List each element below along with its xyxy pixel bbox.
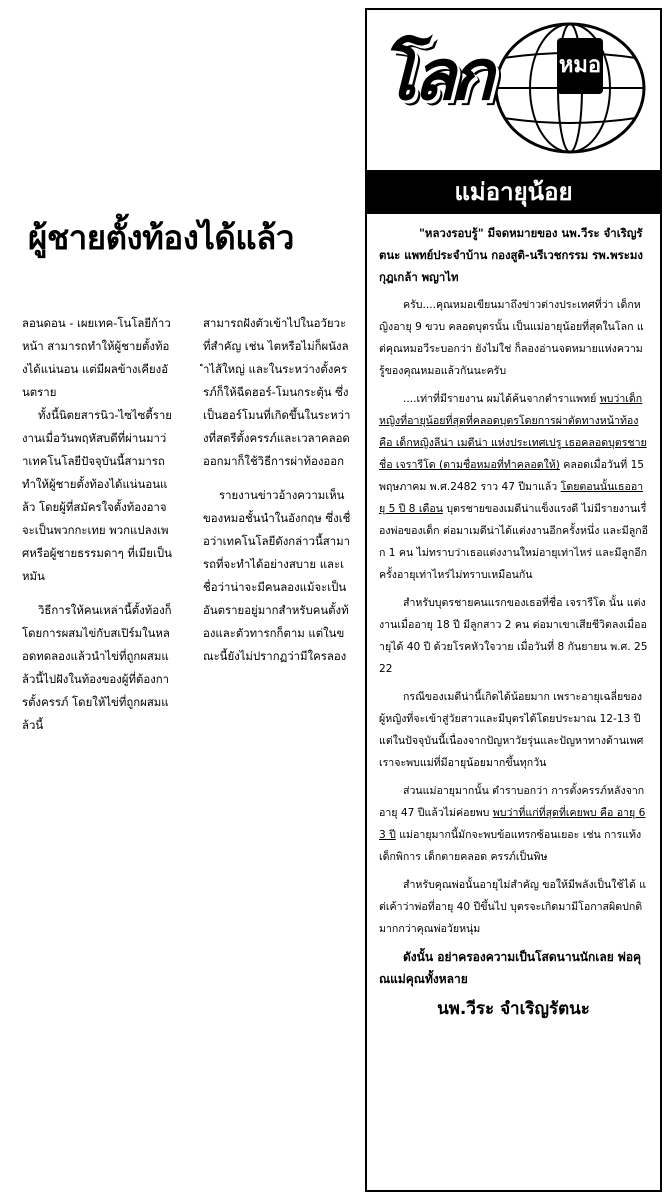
article-column-2 bbox=[203, 312, 351, 668]
article-headline: ผู้ชายตั้งท้องได้แล้ว bbox=[28, 218, 294, 257]
article-paragraph: สามารถฝังตัวเข้าไปในอวัยวะที่สำคัญ เช่น ไตหรือไม่ก็ผนังลำไส้ใหญ่ และในระหว่างตั้งครรภ์ก็ให้ฉีดฮอร์-โมนกระตุ้น ซึ่งเป็นฮอร์โมนที่เกิดขึ้นในระหว่างที่สตรีตั้งครรภ์และเวลาคลอดออกมาก็ใช้วิธีการผ่าท้องออก bbox=[203, 316, 351, 468]
column-intro: "หลวงรอบรู้" มีจดหมายของ นพ.วีระ จำเริญรัตนะ แพทย์ประจำบ้าน กองสูติ-นรีเวชกรรม รพ.พระมงกุฎเกล้า พญาไท bbox=[379, 226, 643, 284]
column-paragraph: ครับ....คุณหมอเขียนมาถึงข่าวต่างประเทศที่ว่า เด็กหญิงอายุ 9 ขวบ คลอดบุตรนั้น เป็นแม่อายุน้อยที่สุดในโลก แต่คุณหมอวีระบอกว่า ยังไม่ใช่ ก็ลองอ่านจดหมายแห่งความรู้ของคุณหมอแล้วกันนะครับ bbox=[379, 299, 644, 377]
column-logo-badge: หมอ bbox=[557, 38, 603, 94]
article-paragraph: ลอนดอน - เผยเทค-โนโลยีก้าวหน้า สามารถทำให้ผู้ชายตั้งท้องได้แน่นอน แต่มีผลข้างเคียงอันตราย bbox=[22, 316, 171, 399]
article-paragraph: ทั้งนี้นิตยสารนิว-ไซไซตี้รายงานเมื่อวันพฤหัสบดีที่ผ่านมาว่าเทคโนโลยีปัจจุบันนี้สามารถทำให้ผู้ชายตั้งท้องได้แน่นอนแล้ว โดยผู้ที่สมัครใจตั้งท้องอาจจะเป็นพวกกะเทย พวกแปลงเพศหรือผู้ชายธรรมดาๆ ที่เมียเป็นหมัน bbox=[22, 408, 172, 583]
article-paragraph: รายงานข่าวอ้างความเห็นของหมอชั้นนำในอังกฤษ ซึ่งเชื่อว่าเทคโนโลยีดังกล่าวนี้สามารถที่จะทำได้อย่างสบาย และเชื่อว่าน่าจะมีคนลองแม้จะเป็นอันตรายอยู่มากสำหรับคนตั้งท้องและตัวทารกก็ตาม แต่ในขณะนี้ยังไม่ปรากฏว่ามีใครลอง bbox=[203, 488, 351, 663]
column-paragraph: กรณีของเมดีน่านี้เกิดได้น้อยมาก เพราะอายุเฉลี่ยของผู้หญิงที่จะเข้าสู่วัยสาวและมีบุตรได้โดยประมาณ 12-13 ปี แต่ในปัจจุบันนี้เนื่องจากปัญหาวัยรุ่นและปัญหาทางด้านเพศ เราจะพบแม่ที่มีอายุน้อยมากขึ้นทุกวัน bbox=[379, 691, 644, 769]
underlined-text: โดยตอนนั้นเธออายุ 5 ปี 8 เดือน bbox=[379, 481, 644, 515]
article-paragraph: วิธีการให้คนเหล่านี้ตั้งท้องก็โดยการผสมไข่กับสเปิร์มในหลอดทดลองแล้วนำไข่ที่ถูกผสมแล้วนี้ไปฝังในท้องของผู้ที่ต้องการตั้งครรภ์ โดยให้ไข่ที่ถูกผสมแล้วนี้ bbox=[22, 603, 172, 732]
column-paragraph: สำหรับบุตรชายคนแรกของเธอที่ชื่อ เจรารีโด นั้น แต่งงานเมื่ออายุ 18 ปี มีลูกสาว 2 คน ต่อมาเขาเสียชีวิตลงเมื่ออายุได้ 40 ปี ด้วยโรคหัวใจวาย เมื่อวันที่ 8 กันยายน พ.ศ. 2522 bbox=[379, 597, 648, 675]
text-run: ส่วนแม่อายุมากนั้น ตำราบอกว่า การตั้งครรภ์หลังจากอายุ 47 ปีแล้วไม่ค่อยพบ bbox=[379, 785, 645, 819]
column-paragraph: สำหรับคุณพ่อนั้นอายุไม่สำคัญ ขอให้มีพลังเป็นใช้ได้ แต่เค้าว่าพ่อที่อายุ 40 ปีขึ้นไป บุตรจะเกิดมามีโอกาสผิดปกติมากกว่าคุณพ่อวัยหนุ่ม bbox=[379, 879, 647, 935]
column-masthead bbox=[367, 10, 660, 170]
column-paragraph bbox=[379, 388, 648, 586]
underlined-text: พบว่าที่แก่ที่สุดที่เคยพบ คือ อายุ 63 ปี bbox=[379, 807, 646, 841]
text-run: คลอดเมื่อวันที่ 15 พฤษภาคม พ.ศ.2482 ราว 47 ปีมาแล้ว bbox=[379, 459, 645, 493]
column-closing: ดังนั้น อย่าครองความเป็นโสดนานนักเลย พ่อคุณแม่คุณทั้งหลาย bbox=[379, 950, 642, 986]
column-title: แม่อายุน้อย bbox=[367, 170, 660, 214]
text-run: ....เท่าที่มีรายงาน ผมได้ค้นจากตำราแพทย์ bbox=[403, 393, 600, 405]
column-box bbox=[365, 8, 662, 1192]
text-run: แม่อายุมากนี้มักจะพบข้อแทรกซ้อนเยอะ เช่น การแท้ง เด็กพิการ เด็กตายคลอด ครรภ์เป็นพิษ bbox=[379, 829, 642, 863]
article-column-1 bbox=[22, 312, 172, 737]
column-logo: โลก bbox=[379, 34, 490, 116]
underlined-text: พบว่าเด็กหญิงที่อายุน้อยที่สุดที่คลอดบุตรโดยการผ่าตัดทางหน้าท้อง คือ เด็กหญิงลีน่า เมดีน่า แห่งประเทศเปรู เธอคลอดบุตรชาย ชื่อ เจรารีโด (ตามชื่อหมอที่ทำคลอดให้) bbox=[379, 393, 647, 471]
column-signature: นพ.วีระ จำเริญรัตนะ bbox=[437, 999, 590, 1019]
column-paragraph bbox=[379, 780, 648, 868]
column-body bbox=[367, 214, 660, 1020]
text-run: บุตรชายของเมดีน่าแข็งแรงดี ไม่มีรายงานเรื่องพ่อของเด็ก ต่อมาเมดีน่าได้แต่งงานอีกครั้งหนึ่ง และมีลูกอีก 1 คน ไม่ทราบว่าเธอแต่งงานใหม่อายุเท่าไหร่ และมีลูกอีกครั้งอายุเท่าไหร่ไม่ทราบเหมือนกัน bbox=[379, 503, 648, 581]
